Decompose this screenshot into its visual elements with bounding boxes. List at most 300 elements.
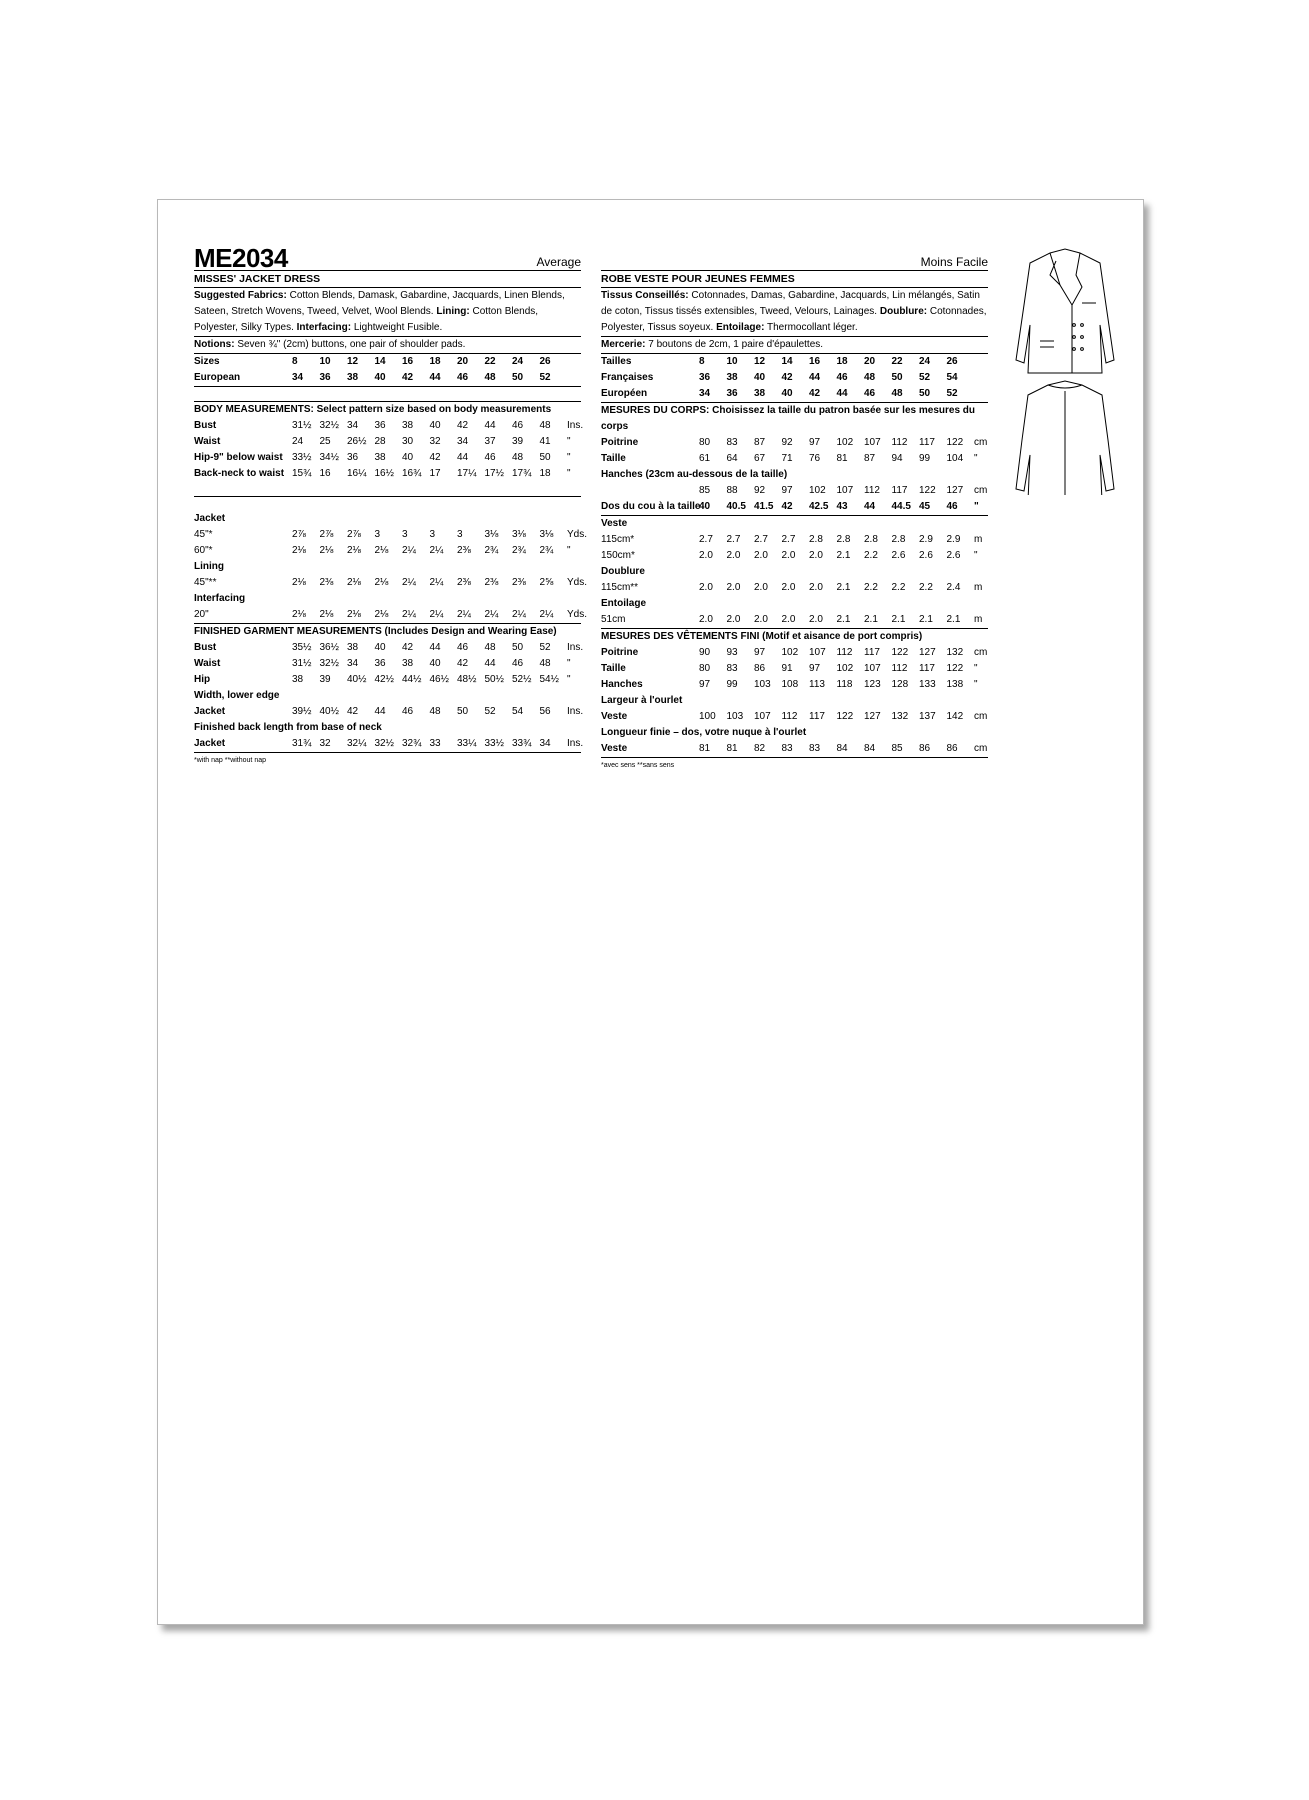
row-label: Taille bbox=[601, 453, 626, 464]
unit-label: Ins. bbox=[567, 706, 584, 717]
table-cell: 40½ bbox=[347, 674, 367, 685]
unit-label: cm bbox=[974, 743, 988, 754]
table-row bbox=[194, 704, 584, 720]
table-cell: 26½ bbox=[347, 436, 367, 447]
unit-label: " bbox=[974, 663, 978, 674]
table-cell: 117 bbox=[919, 663, 935, 674]
table-cell: 102 bbox=[809, 485, 826, 496]
table-cell: 2.0 bbox=[754, 614, 768, 625]
row-label: 150cm* bbox=[601, 550, 635, 561]
table-cell: 88 bbox=[726, 485, 738, 496]
table-cell: 48 bbox=[539, 420, 551, 431]
table-cell: 3 bbox=[457, 529, 463, 540]
table-cell: 42 bbox=[457, 420, 469, 431]
sizes-row-en bbox=[194, 354, 581, 370]
table-cell: 2.0 bbox=[754, 550, 768, 561]
row-label: Veste bbox=[601, 711, 628, 722]
table-cell: 38 bbox=[726, 372, 738, 383]
table-cell: 85 bbox=[891, 743, 903, 754]
table-cell: 24 bbox=[512, 356, 524, 367]
table-cell: 142 bbox=[946, 711, 964, 722]
table-cell: 16 bbox=[809, 356, 821, 367]
table-cell: 52 bbox=[484, 706, 496, 717]
row-label: European bbox=[194, 372, 241, 383]
table-cell: 107 bbox=[864, 663, 881, 674]
table-cell: 100 bbox=[699, 711, 716, 722]
table-cell: 102 bbox=[836, 663, 854, 674]
table-cell: 113 bbox=[809, 679, 825, 690]
table-cell: 40.5 bbox=[726, 501, 746, 512]
width-row-en bbox=[194, 704, 584, 720]
table-cell: 42½ bbox=[374, 674, 394, 685]
table-cell: 44 bbox=[374, 706, 386, 717]
back-row-fr bbox=[601, 499, 988, 516]
table-cell: 15¾ bbox=[292, 468, 312, 479]
table-cell: 40 bbox=[374, 372, 386, 383]
unit-label: cm bbox=[974, 711, 988, 722]
table-cell: 38 bbox=[374, 452, 386, 463]
table-row bbox=[194, 672, 581, 688]
table-cell: 2¼ bbox=[402, 545, 416, 556]
table-cell: 117 bbox=[919, 437, 935, 448]
table-cell: 83 bbox=[726, 663, 738, 674]
row-label: Lining bbox=[194, 561, 224, 572]
table-cell: 2.0 bbox=[726, 614, 741, 625]
table-cell: 122 bbox=[946, 437, 964, 448]
table-cell: 44 bbox=[484, 658, 496, 669]
table-cell: 118 bbox=[836, 679, 853, 690]
table-cell: 32¾ bbox=[402, 738, 422, 749]
table-cell: 87 bbox=[864, 453, 876, 464]
table-cell: 48 bbox=[891, 388, 903, 399]
hip-row-fr bbox=[601, 483, 988, 499]
table-cell: 12 bbox=[347, 356, 359, 367]
table-cell: 67 bbox=[754, 453, 766, 464]
table-cell: 2⅞ bbox=[292, 529, 306, 540]
unit-label: Ins. bbox=[567, 738, 584, 749]
table-cell: 2⅛ bbox=[292, 545, 306, 556]
table-cell: 127 bbox=[864, 711, 881, 722]
table-cell: 2.0 bbox=[781, 582, 796, 593]
table-cell: 2.0 bbox=[699, 614, 713, 625]
table-cell: 52 bbox=[946, 388, 958, 399]
table-cell: 2⅛ bbox=[319, 545, 334, 556]
yardage-table-en bbox=[194, 511, 588, 624]
table-cell: 39 bbox=[319, 674, 331, 685]
para-lead: Tissus Conseillés: bbox=[601, 290, 689, 301]
table-cell: 76 bbox=[809, 453, 821, 464]
table-cell: 2⅝ bbox=[539, 577, 554, 588]
table-cell: 36 bbox=[319, 372, 331, 383]
table-cell: 2⅜ bbox=[457, 577, 471, 588]
table-cell: 2.0 bbox=[754, 582, 768, 593]
table-cell: 31½ bbox=[292, 420, 312, 431]
row-label bbox=[601, 483, 699, 499]
table-row bbox=[194, 543, 581, 559]
table-cell: 44 bbox=[864, 501, 876, 512]
table-row bbox=[601, 580, 988, 596]
table-row bbox=[601, 612, 988, 628]
row-label: 60"* bbox=[194, 545, 213, 556]
table-cell: 34 bbox=[457, 436, 469, 447]
table-cell: 2.7 bbox=[726, 534, 741, 545]
row-label: Jacket bbox=[194, 706, 226, 717]
row-label: Tailles bbox=[601, 356, 632, 367]
table-cell: 3⅛ bbox=[512, 529, 526, 540]
table-cell: 83 bbox=[809, 743, 821, 754]
table-cell: 2⅜ bbox=[457, 545, 471, 556]
table-cell: 80 bbox=[699, 437, 711, 448]
footnote-en: *with nap **without nap bbox=[194, 757, 266, 764]
title-en: MISSES' JACKET DRESS bbox=[194, 271, 581, 288]
header-fr bbox=[601, 242, 988, 271]
table-cell: 50 bbox=[512, 642, 524, 653]
table-cell: 34 bbox=[347, 420, 359, 431]
table-cell: 40 bbox=[429, 420, 441, 431]
table-cell: 44 bbox=[429, 372, 441, 383]
table-cell: 34½ bbox=[319, 452, 339, 463]
table-cell: 2⅛ bbox=[292, 577, 306, 588]
row-label: Poitrine bbox=[601, 647, 639, 658]
table-cell: 17 bbox=[429, 468, 441, 479]
table-cell: 2⅞ bbox=[319, 529, 334, 540]
table-cell: 2.8 bbox=[864, 534, 878, 545]
title-fr: ROBE VESTE POUR JEUNES FEMMES bbox=[601, 271, 988, 288]
table-cell: 40 bbox=[429, 658, 441, 669]
row-label: Doublure bbox=[601, 566, 645, 577]
table-cell: 122 bbox=[946, 663, 964, 674]
table-row bbox=[601, 499, 988, 515]
finished-heading-fr: MESURES DES VÊTEMENTS FINI (Motif et aisance de port compris) bbox=[601, 631, 923, 642]
unit-label: Yds. bbox=[567, 609, 588, 620]
table-cell: 2.6 bbox=[891, 550, 906, 561]
unit-label: " bbox=[567, 545, 571, 556]
notions-en: Notions: Seven ¾" (2cm) buttons, one pair of shoulder pads. bbox=[194, 337, 581, 354]
finished-heading-en: FINISHED GARMENT MEASUREMENTS (Includes Design and Wearing Ease) bbox=[194, 626, 557, 637]
width-row-fr bbox=[601, 709, 988, 725]
para-lead: Lining: bbox=[436, 306, 470, 317]
table-cell: 80 bbox=[699, 663, 711, 674]
table-row bbox=[601, 483, 988, 499]
table-cell: 42 bbox=[402, 642, 414, 653]
table-cell: 39½ bbox=[292, 706, 312, 717]
para-lead: Notions: bbox=[194, 339, 235, 350]
table-cell: 44 bbox=[457, 452, 469, 463]
table-cell: 112 bbox=[891, 663, 908, 674]
table-cell: 2¼ bbox=[429, 609, 444, 620]
table-cell: 133 bbox=[919, 679, 936, 690]
table-cell: 38 bbox=[754, 388, 766, 399]
table-cell: 48 bbox=[484, 642, 496, 653]
table-cell: 42 bbox=[402, 372, 414, 383]
table-cell: 2.6 bbox=[946, 550, 961, 561]
table-row bbox=[601, 741, 988, 757]
table-cell: 2⅛ bbox=[374, 609, 389, 620]
table-cell: 132 bbox=[891, 711, 909, 722]
table-cell: 2⅛ bbox=[347, 609, 361, 620]
table-cell: 22 bbox=[484, 356, 496, 367]
table-cell: 93 bbox=[726, 647, 738, 658]
row-label: Européen bbox=[601, 388, 648, 399]
table-cell: 48 bbox=[539, 658, 551, 669]
finished-table-fr bbox=[601, 645, 988, 693]
european-row-en bbox=[194, 370, 581, 387]
difficulty-fr: Moins Facile bbox=[920, 255, 988, 269]
table-cell: 2⅛ bbox=[374, 577, 389, 588]
table-cell: 40 bbox=[374, 642, 386, 653]
table-cell: 18 bbox=[836, 356, 848, 367]
table-cell: 2¼ bbox=[429, 545, 444, 556]
table-row bbox=[601, 709, 988, 725]
table-cell: 103 bbox=[726, 711, 744, 722]
jacket-dress-illustration bbox=[1010, 245, 1120, 495]
row-label: 20" bbox=[194, 609, 209, 620]
row-label: Entoilage bbox=[601, 598, 647, 609]
table-cell: 32 bbox=[429, 436, 441, 447]
table-cell: 3⅛ bbox=[484, 529, 499, 540]
table-cell: 2.0 bbox=[809, 582, 823, 593]
table-cell: 17½ bbox=[484, 468, 504, 479]
table-row bbox=[194, 434, 581, 450]
table-cell: 32½ bbox=[319, 420, 339, 431]
table-cell: 107 bbox=[809, 647, 826, 658]
english-column bbox=[194, 242, 588, 764]
body-table-fr bbox=[601, 435, 988, 467]
table-cell: 48½ bbox=[457, 674, 477, 685]
table-row bbox=[194, 527, 588, 543]
table-cell: 112 bbox=[836, 647, 853, 658]
length-row-fr bbox=[601, 741, 988, 758]
table-cell: 2.4 bbox=[946, 582, 961, 593]
table-cell: 31¾ bbox=[292, 738, 312, 749]
fabrics-fr: Tissus Conseillés: Cotonnades, Damas, Gabardine, Jacquards, Lin mélangés, Satin de coton, Tissus tissés extensibles, Tweed, Velours, Lainages. Doublure: Cotonnades, Polyester, Tissus soyeux. Entoilage: Thermocollant léger. bbox=[601, 288, 988, 337]
table-cell: 43 bbox=[836, 501, 848, 512]
table-cell: 3 bbox=[374, 529, 381, 540]
table-cell: 3 bbox=[402, 529, 408, 540]
table-cell: 2.2 bbox=[919, 582, 933, 593]
table-cell: 22 bbox=[891, 356, 903, 367]
table-cell: 32½ bbox=[319, 658, 339, 669]
table-cell: 40 bbox=[754, 372, 766, 383]
table-cell: 10 bbox=[726, 356, 738, 367]
unit-label: m bbox=[974, 614, 983, 625]
table-cell: 28 bbox=[374, 436, 386, 447]
table-cell: 2⅜ bbox=[512, 577, 526, 588]
length-row-en bbox=[194, 736, 584, 753]
row-label: 115cm** bbox=[601, 582, 639, 593]
para-lead: Suggested Fabrics: bbox=[194, 290, 287, 301]
table-row bbox=[601, 564, 988, 580]
table-cell: 52 bbox=[919, 372, 931, 383]
table-row bbox=[194, 575, 588, 591]
table-cell: 86 bbox=[946, 743, 958, 754]
table-cell: 40 bbox=[699, 501, 711, 512]
table-cell: 82 bbox=[754, 743, 766, 754]
table-cell: 38 bbox=[402, 658, 414, 669]
table-row bbox=[194, 591, 581, 607]
table-cell: 2.1 bbox=[836, 614, 851, 625]
fabrics-en: Suggested Fabrics: Cotton Blends, Damask, Gabardine, Jacquards, Linen Blends, Sateen, Stretch Wovens, Tweed, Velvet, Wool Blends. Lining: Cotton Blends, Polyester, Silky Types. Interfacing: Lightweight Fusible. bbox=[194, 288, 581, 337]
table-cell: 44 bbox=[429, 642, 441, 653]
table-cell: 26 bbox=[539, 356, 551, 367]
table-cell: 2¾ bbox=[539, 545, 554, 556]
table-cell: 36 bbox=[726, 388, 738, 399]
table-cell: 35½ bbox=[292, 642, 312, 653]
table-cell: 71 bbox=[781, 453, 793, 464]
row-label: Françaises bbox=[601, 372, 654, 383]
table-cell: 10 bbox=[319, 356, 331, 367]
table-cell: 107 bbox=[864, 437, 881, 448]
table-cell: 112 bbox=[781, 711, 798, 722]
table-cell: 2.7 bbox=[754, 534, 768, 545]
table-cell: 33½ bbox=[292, 452, 312, 463]
table-cell: 34 bbox=[699, 388, 711, 399]
table-cell: 86 bbox=[754, 663, 766, 674]
table-cell: 86 bbox=[919, 743, 931, 754]
table-cell: 54½ bbox=[539, 674, 559, 685]
table-cell: 41.5 bbox=[754, 501, 774, 512]
table-cell: 42 bbox=[429, 452, 441, 463]
table-cell: 3⅛ bbox=[539, 529, 554, 540]
table-cell: 2.0 bbox=[699, 582, 713, 593]
table-cell: 41 bbox=[539, 436, 551, 447]
table-cell: 16¾ bbox=[402, 468, 422, 479]
hip-heading-fr: Hanches (23cm au-dessous de la taille) bbox=[601, 469, 788, 480]
table-cell: 2.0 bbox=[809, 550, 823, 561]
table-cell: 50 bbox=[539, 452, 551, 463]
table-cell: 32½ bbox=[374, 738, 394, 749]
notions-fr: Mercerie: 7 boutons de 2cm, 1 paire d'épaulettes. bbox=[601, 337, 988, 354]
table-cell: 107 bbox=[754, 711, 771, 722]
unit-label: " bbox=[567, 674, 571, 685]
table-cell: 84 bbox=[836, 743, 848, 754]
table-cell: 38 bbox=[402, 420, 414, 431]
table-cell: 2¼ bbox=[457, 609, 471, 620]
finished-table-en bbox=[194, 640, 584, 688]
table-cell: 2⅞ bbox=[347, 529, 361, 540]
table-cell: 99 bbox=[919, 453, 931, 464]
table-cell: 97 bbox=[699, 679, 711, 690]
table-cell: 14 bbox=[374, 356, 386, 367]
table-cell: 2.2 bbox=[891, 582, 906, 593]
table-cell: 18 bbox=[429, 356, 441, 367]
footnote-fr: *avec sens **sans sens bbox=[601, 762, 675, 769]
table-cell: 2.1 bbox=[836, 582, 851, 593]
table-cell: 42 bbox=[457, 658, 469, 669]
unit-label: Yds. bbox=[567, 577, 588, 588]
para-lead: Mercerie: bbox=[601, 339, 646, 350]
table-cell: 137 bbox=[919, 711, 936, 722]
table-cell: 46 bbox=[512, 658, 524, 669]
unit-label: m bbox=[974, 534, 983, 545]
table-cell: 97 bbox=[754, 647, 766, 658]
unit-label: " bbox=[567, 658, 571, 669]
difficulty-en: Average bbox=[536, 255, 581, 269]
table-cell: 97 bbox=[809, 437, 821, 448]
table-row bbox=[601, 516, 988, 532]
table-cell: 2.8 bbox=[891, 534, 906, 545]
length-heading-en: Finished back length from base of neck bbox=[194, 722, 382, 733]
pattern-code: ME2034 bbox=[194, 243, 288, 273]
table-cell: 92 bbox=[754, 485, 766, 496]
table-cell: 2.8 bbox=[809, 534, 823, 545]
table-cell: 2.8 bbox=[836, 534, 851, 545]
row-label: Hanches bbox=[601, 679, 643, 690]
row-label: Taille bbox=[601, 663, 626, 674]
para-lead: Entoilage: bbox=[716, 322, 765, 333]
table-cell: 2.9 bbox=[946, 534, 961, 545]
row-label: 115cm* bbox=[601, 534, 635, 545]
table-cell: 36 bbox=[374, 658, 386, 669]
table-cell: 46½ bbox=[429, 674, 449, 685]
table-row bbox=[194, 511, 581, 527]
table-cell: 2.0 bbox=[726, 582, 741, 593]
sizes-row-fr bbox=[601, 354, 988, 370]
unit-label: cm bbox=[974, 647, 988, 658]
table-cell: 97 bbox=[809, 663, 821, 674]
front-view-drawing bbox=[1016, 249, 1114, 373]
table-cell: 107 bbox=[836, 485, 854, 496]
table-cell: 2.0 bbox=[699, 550, 713, 561]
table-cell: 2.1 bbox=[946, 614, 961, 625]
width-heading-en: Width, lower edge bbox=[194, 690, 280, 701]
table-cell: 12 bbox=[754, 356, 766, 367]
table-cell: 2⅜ bbox=[484, 577, 499, 588]
table-cell: 81 bbox=[726, 743, 738, 754]
table-cell: 112 bbox=[864, 485, 880, 496]
table-cell: 16½ bbox=[374, 468, 394, 479]
table-cell: 44.5 bbox=[891, 501, 911, 512]
table-cell: 46 bbox=[402, 706, 414, 717]
table-cell: 2¼ bbox=[512, 609, 526, 620]
table-cell: 61 bbox=[699, 453, 711, 464]
table-cell: 112 bbox=[891, 437, 908, 448]
table-cell: 36 bbox=[347, 452, 359, 463]
table-row bbox=[601, 451, 988, 467]
unit-label: " bbox=[567, 436, 571, 447]
table-cell: 104 bbox=[946, 453, 964, 464]
table-cell: 45 bbox=[919, 501, 931, 512]
table-cell: 2¼ bbox=[402, 609, 416, 620]
table-cell: 117 bbox=[891, 485, 908, 496]
table-cell: 102 bbox=[836, 437, 854, 448]
table-cell: 127 bbox=[946, 485, 964, 496]
table-cell: 103 bbox=[754, 679, 771, 690]
table-cell: 54 bbox=[946, 372, 958, 383]
table-cell: 44 bbox=[809, 372, 821, 383]
table-cell: 52½ bbox=[512, 674, 532, 685]
row-label: Hip-9" below waist bbox=[194, 452, 283, 463]
table-cell: 8 bbox=[292, 356, 298, 367]
table-cell: 24 bbox=[292, 436, 304, 447]
table-cell: 48 bbox=[429, 706, 441, 717]
unit-label: m bbox=[974, 582, 983, 593]
table-cell: 2¾ bbox=[512, 545, 526, 556]
table-row bbox=[194, 640, 584, 656]
row-label: Back-neck to waist bbox=[194, 468, 285, 479]
table-cell: 2.6 bbox=[919, 550, 933, 561]
table-cell: 48 bbox=[864, 372, 876, 383]
table-cell: 44 bbox=[484, 420, 496, 431]
table-cell: 122 bbox=[919, 485, 936, 496]
table-cell: 3 bbox=[429, 529, 436, 540]
table-cell: 83 bbox=[726, 437, 738, 448]
table-cell: 32 bbox=[319, 738, 331, 749]
unit-label: " bbox=[974, 679, 978, 690]
table-cell: 2.0 bbox=[726, 550, 741, 561]
row-label: Dos du cou à la taille bbox=[601, 501, 701, 512]
table-cell: 2.7 bbox=[699, 534, 713, 545]
